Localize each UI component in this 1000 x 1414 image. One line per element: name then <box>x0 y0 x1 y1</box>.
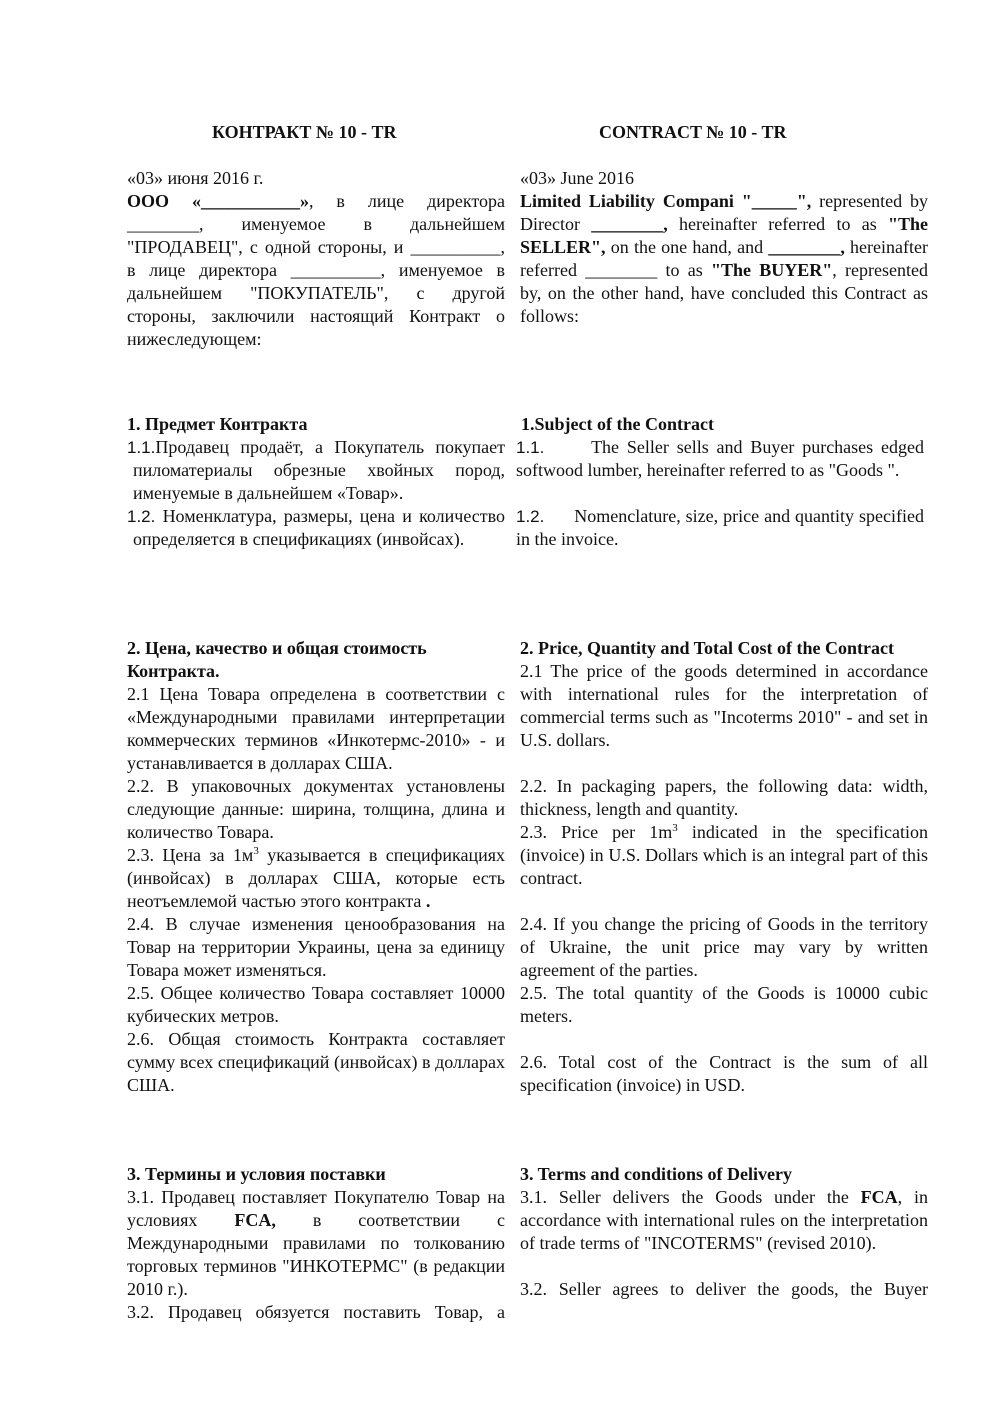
clause-3-1-ru: 3.1. Продавец поставляет Покупателю Товар на условиях FCA, в соответствии с Международными правилами по толкованию торговых терминов "ИНКОТЕРМС" (в редакции 2010 г.). <box>127 1187 505 1299</box>
clause-1-1-en: 1.1. The Seller sells and Buyer purchases edged softwood lumber, hereinafter referred to as "Goods ". <box>516 437 924 480</box>
section-2-ru <box>127 637 505 1097</box>
section-1-en <box>516 413 924 551</box>
company-name-en: Limited Liability Compani "_____", <box>520 191 812 211</box>
section-3-heading-en: 3. Terms and conditions of Delivery <box>520 1164 793 1184</box>
date-en: «03» June 2016 <box>520 168 634 188</box>
fca-term-ru: FCA, <box>234 1210 276 1230</box>
clause-3-2-en: 3.2. Seller agrees to deliver the goods, the Buyer <box>520 1279 928 1299</box>
clause-1-2-en: 1.2. Nomenclature, size, price and quantity specified in the invoice. <box>516 506 924 549</box>
clause-2-6-ru: 2.6. Общая стоимость Контракта составляет сумму всех спецификаций (инвойсах) в долларах США. <box>127 1029 505 1095</box>
buyer-label: "The BUYER" <box>711 260 833 280</box>
section-1-heading-ru: 1. Предмет Контракта <box>127 414 308 434</box>
section-1-ru <box>127 413 505 551</box>
date-ru: «03» июня 2016 г. <box>127 168 264 188</box>
clause-3-1-en: 3.1. Seller delivers the Goods under the FCA, in accordance with international rules on the interpretation of trade terms of "INCOTERMS" (revised 2010). <box>520 1187 928 1253</box>
clause-2-2-en: 2.2. In packaging papers, the following data: width, thickness, length and quantity. <box>520 776 928 819</box>
section-3-heading-ru: 3. Термины и условия поставки <box>127 1164 386 1184</box>
seller-label: "The SELLER", <box>520 214 928 257</box>
clause-2-2-ru: 2.2. В упаковочных документах установлены следующие данные: ширина, толщина, длина и количество Товара. <box>127 776 505 842</box>
contract-title-en: CONTRACT № 10 - TR <box>599 122 787 142</box>
section-2-heading-ru: 2. Цена, качество и общая стоимость Контракта. <box>127 638 427 681</box>
clause-2-1-en: 2.1 The price of the goods determined in accordance with international rules for the interpretation of commercial terms such as "Incoterms 2010" - and set in U.S. dollars. <box>520 661 928 750</box>
section-1-heading-en: 1.Subject of the Contract <box>521 414 714 434</box>
clause-2-4-ru: 2.4. В случае изменения ценообразования на Товар на территории Украины, цена за единицу Товара может изменяться. <box>127 914 505 980</box>
clause-1-1-ru: 1.1.Продавец продаёт, а Покупатель покупает пиломатериалы обрезные хвойных пород, именуемые в дальнейшем «Товар». <box>127 437 505 503</box>
preamble-en <box>520 167 928 328</box>
preamble-text-ru: ООО «___________», в лице директора ________, именуемое в дальнейшем "ПРОДАВЕЦ", с одной стороны, и __________, в лице директора __________, именуемое в дальнейшем "ПОКУПАТЕЛЬ", с другой стороны, заключили настоящий Контракт о нижеследующем: <box>127 191 505 349</box>
contract-title-ru: КОНТРАКТ № 10 - TR <box>212 122 397 142</box>
section-3-en <box>520 1163 928 1301</box>
clause-2-4-en: 2.4. If you change the pricing of Goods in the territory of Ukraine, the unit price may vary by written agreement of the parties. <box>520 914 928 980</box>
company-name-ru: ООО «___________» <box>127 191 309 211</box>
clause-2-6-en: 2.6. Total cost of the Contract is the sum of all specification (invoice) in USD. <box>520 1052 928 1095</box>
clause-2-3-ru: 2.3. Цена за $1м^3$ указывается в спецификациях (инвойсах) в долларах США, которые есть неотъемлемой частью этого контракта . <box>127 845 505 911</box>
fca-term-en: FCA <box>860 1187 898 1207</box>
section-3-ru <box>127 1163 505 1324</box>
preamble-text-en: Limited Liability Compani "_____", represented by Director ________, hereinafter referred to as "The SELLER", on the one hand, and ________, hereinafter referred ________ to as "The BUYER", represented by, on the other hand, have concluded this Contract as follows: <box>520 191 928 326</box>
clause-1-2-ru: 1.2. Номенклатура, размеры, цена и количество определяется в спецификациях (инвойсах). <box>127 506 506 549</box>
preamble-ru <box>127 167 505 351</box>
section-2-heading-en: 2. Price, Quantity and Total Cost of the Contract <box>520 638 894 658</box>
clause-2-3-en: 2.3. Price per $1m^3$ indicated in the specification (invoice) in U.S. Dollars which is an integral part of this contract. <box>520 822 929 888</box>
clause-2-5-ru: 2.5. Общее количество Товара составляет 10000 кубических метров. <box>127 983 505 1026</box>
clause-3-2-ru: 3.2. Продавец обязуется поставить Товар, а <box>127 1302 505 1322</box>
section-2-en <box>520 637 928 1097</box>
clause-2-5-en: 2.5. The total quantity of the Goods is 10000 cubic meters. <box>520 983 928 1026</box>
clause-2-1-ru: 2.1 Цена Товара определена в соответствии с «Международными правилами интерпретации коммерческих терминов «Инкотермс-2010» - и устанавливается в долларах США. <box>127 684 505 773</box>
